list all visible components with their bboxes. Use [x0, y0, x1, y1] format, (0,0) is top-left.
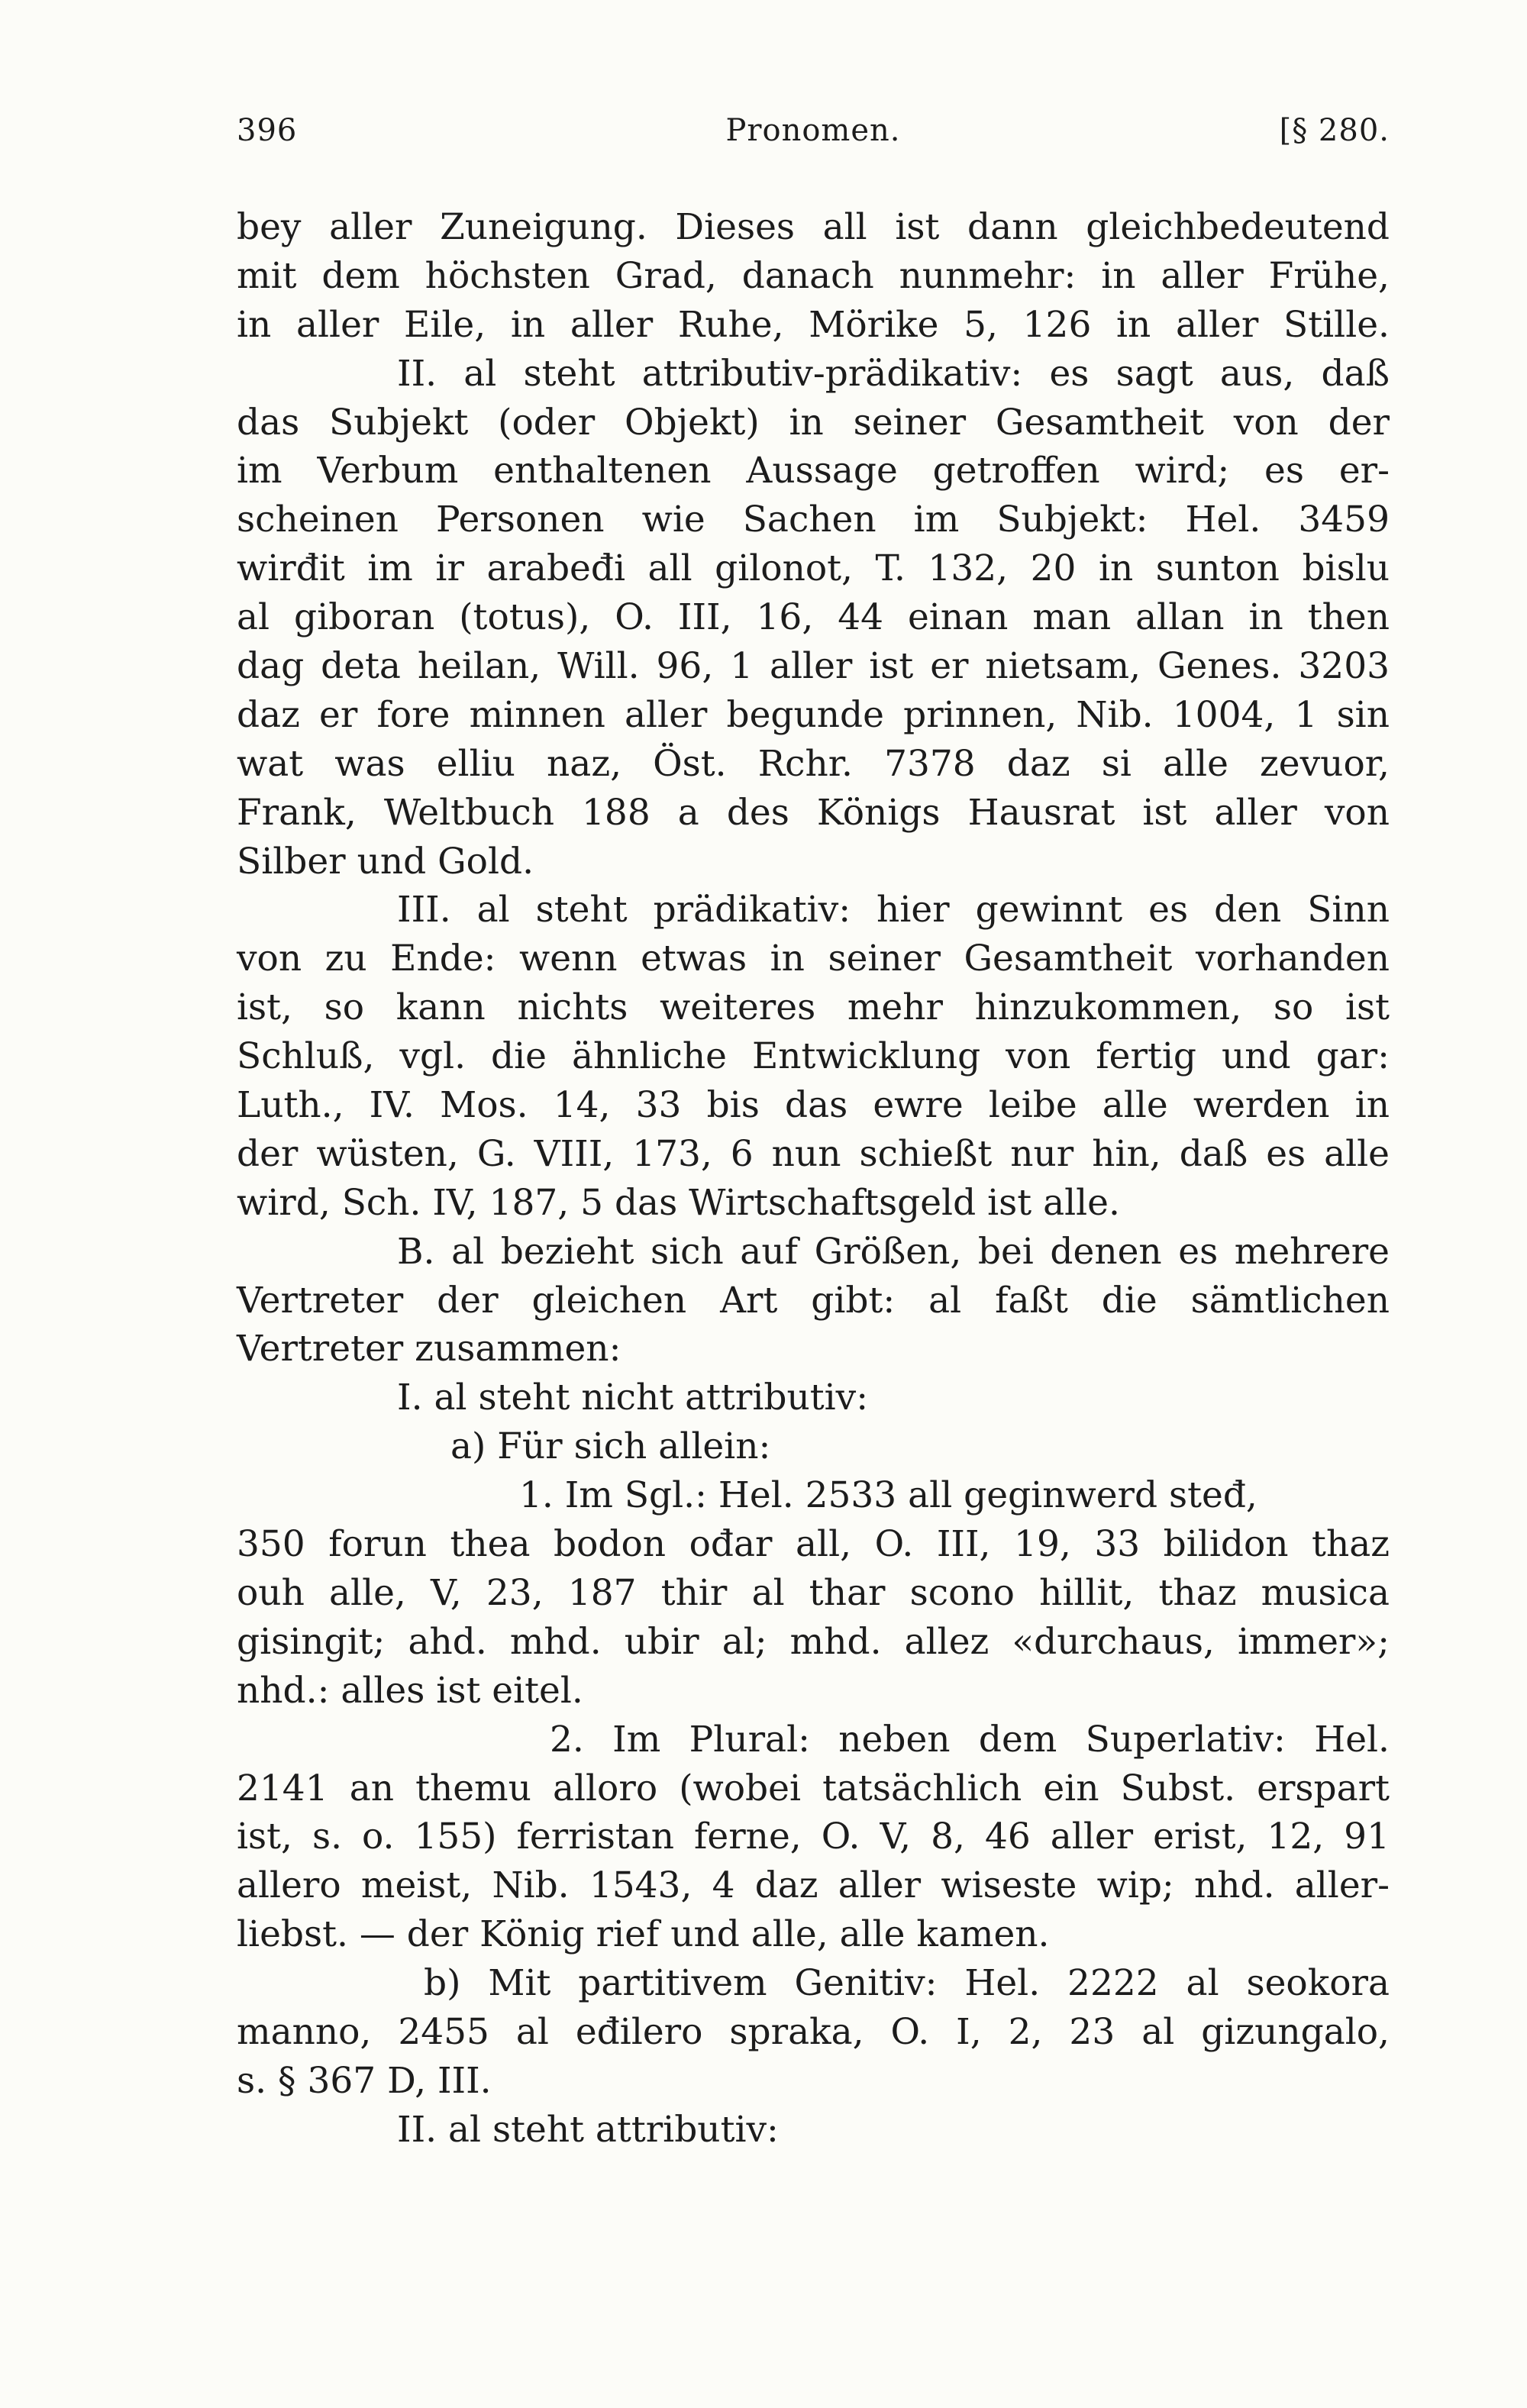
- text-line: II. al steht attributiv:: [397, 2108, 779, 2151]
- text-line: 2. Im Plural: neben dem Superlativ: Hel.: [550, 1718, 1390, 1761]
- text-line: scheinen Personen wie Sachen im Subjekt: Hel. 3459: [237, 499, 1390, 541]
- text-line: allero meist, Nib. 1543, 4 daz aller wiseste wip; nhd. aller-: [237, 1864, 1390, 1907]
- running-title: Pronomen.: [725, 113, 901, 148]
- text-line: liebst. — der König rief und alle, alle kamen.: [237, 1913, 1050, 1956]
- text-line: Vertreter der gleichen Art gibt: al faßt die sämtlichen: [237, 1279, 1390, 1322]
- text-line: I. al steht nicht attributiv:: [397, 1377, 869, 1419]
- text-line: 350 forun thea bodon ođar all, O. III, 19, 33 bilidon thaz: [237, 1523, 1390, 1566]
- section-marker: [§ 280.: [1279, 113, 1390, 148]
- text-line: Frank, Weltbuch 188 a des Königs Hausrat ist aller von: [237, 791, 1390, 834]
- text-line: mit dem höchsten Grad, danach nunmehr: in aller Frühe,: [237, 254, 1390, 297]
- text-line: Schluß, vgl. die ähnliche Entwicklung von fertig und gar:: [237, 1035, 1390, 1078]
- text-line: III. al steht prädikativ: hier gewinnt es den Sinn: [397, 889, 1390, 931]
- text-line: nhd.: alles ist eitel.: [237, 1669, 583, 1712]
- text-line: Luth., IV. Mos. 14, 33 bis das ewre leibe alle werden in: [237, 1084, 1390, 1127]
- text-line: bey aller Zuneigung. Dieses all ist dann gleichbedeutend: [237, 206, 1390, 248]
- text-line: II. al steht attributiv-prädikativ: es sagt aus, daß: [397, 352, 1390, 395]
- text-line: im Verbum enthaltenen Aussage getroffen wird; es er-: [237, 450, 1390, 492]
- text-line: a) Für sich allein:: [450, 1425, 771, 1468]
- text-line: der wüsten, G. VIII, 173, 6 nun schießt nur hin, daß es alle: [237, 1132, 1390, 1175]
- body-text: [237, 203, 1390, 2155]
- text-line: in aller Eile, in aller Ruhe, Mörike 5, 126 in aller Stille.: [237, 303, 1390, 346]
- text-line: Vertreter zusammen:: [237, 1328, 621, 1370]
- text-line: ouh alle, V, 23, 187 thir al thar scono hillit, thaz musica: [237, 1571, 1390, 1614]
- text-line: das Subjekt (oder Objekt) in seiner Gesamtheit von der: [237, 401, 1390, 444]
- text-line: wird, Sch. IV, 187, 5 das Wirtschaftsgeld ist alle.: [237, 1181, 1120, 1224]
- text-line: von zu Ende: wenn etwas in seiner Gesamtheit vorhanden: [237, 938, 1390, 980]
- text-line: al giboran (totus), O. III, 16, 44 einan man allan in then: [237, 596, 1390, 639]
- text-line: gisingit; ahd. mhd. ubir al; mhd. allez «durchaus, immer»;: [237, 1620, 1390, 1663]
- page-number: 396: [237, 113, 298, 148]
- text-line: 2141 an themu alloro (wobei tatsächlich ein Subst. erspart: [237, 1767, 1390, 1809]
- text-line: 1. Im Sgl.: Hel. 2533 all geginwerd steđ,: [519, 1474, 1257, 1517]
- text-line: dag deta heilan, Will. 96, 1 aller ist er nietsam, Genes. 3203: [237, 645, 1390, 688]
- page-header: [237, 113, 1390, 159]
- text-line: wat was elliu naz, Öst. Rchr. 7378 daz si alle zevuor,: [237, 742, 1390, 785]
- text-line: s. § 367 D, III.: [237, 2059, 492, 2102]
- text-line: wirđit im ir arabeđi all gilonot, T. 132, 20 in sunton bislu: [237, 547, 1390, 590]
- text-line: ist, so kann nichts weiteres mehr hinzukommen, so ist: [237, 986, 1390, 1029]
- text-line: Silber und Gold.: [237, 840, 534, 883]
- text-line: B. al bezieht sich auf Größen, bei denen es mehrere: [397, 1230, 1390, 1273]
- text-line: daz er fore minnen aller begunde prinnen, Nib. 1004, 1 sin: [237, 693, 1390, 736]
- text-line: ist, s. o. 155) ferristan ferne, O. V, 8, 46 aller erist, 12, 91: [237, 1816, 1390, 1858]
- text-line: b) Mit partitivem Genitiv: Hel. 2222 al seokora: [424, 1962, 1390, 2005]
- text-line: manno, 2455 al eđilero spraka, O. I, 2, 23 al gizungalo,: [237, 2010, 1390, 2053]
